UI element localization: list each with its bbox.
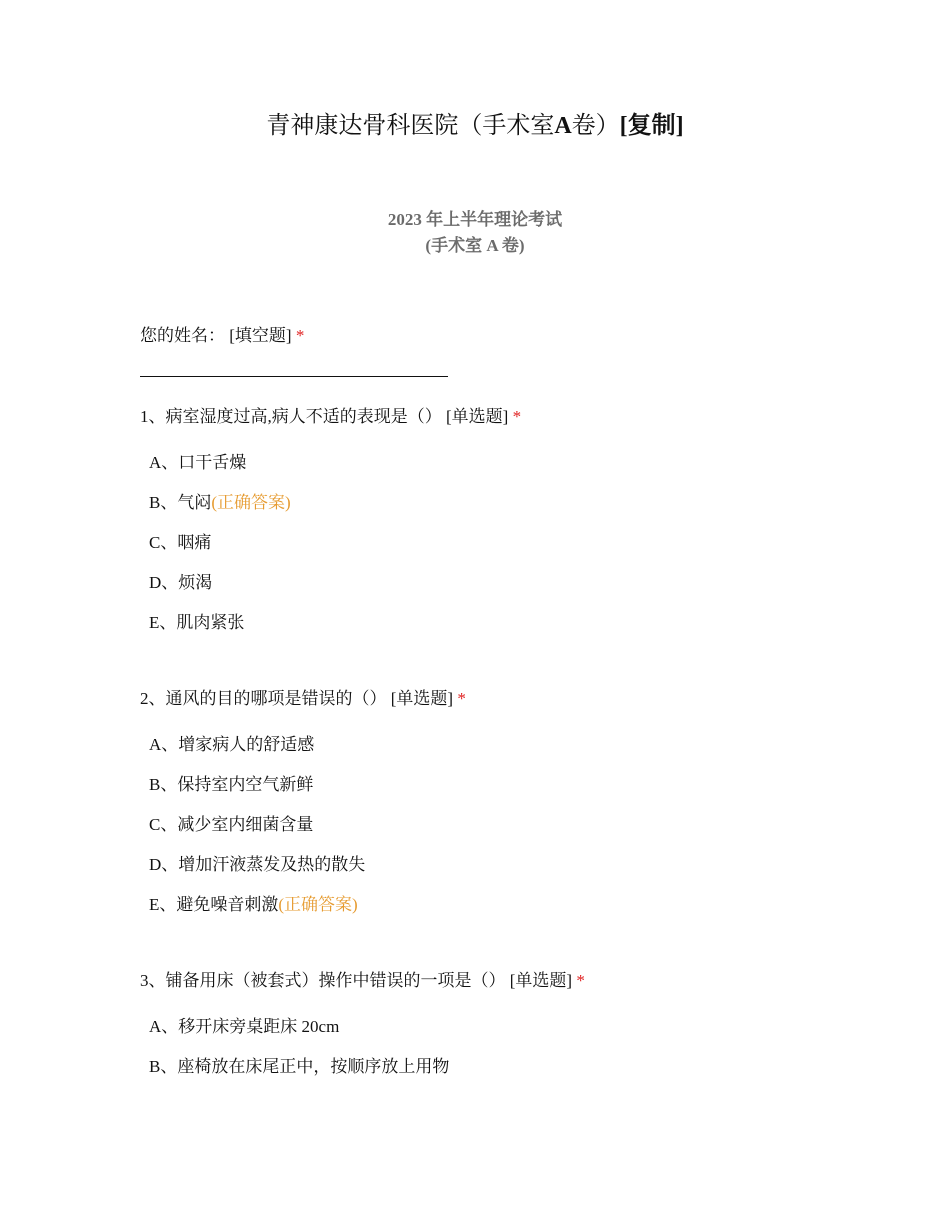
title-text-part1: 青神康达骨科医院（手术室 <box>266 113 555 139</box>
question-2-option-d[interactable] <box>149 851 365 879</box>
question-text: 1、病室湿度过高,病人不适的表现是（） <box>140 407 442 426</box>
question-2-option-c[interactable] <box>149 811 313 839</box>
question-1-option-c[interactable] <box>149 529 211 557</box>
title-copy-tag: [复制] <box>619 113 684 139</box>
name-question-type: [填空题] <box>229 326 292 345</box>
question-3-option-b[interactable] <box>149 1053 449 1081</box>
question-3-option-a[interactable] <box>149 1013 339 1041</box>
question-text: 2、通风的目的哪项是错误的（） <box>140 689 387 708</box>
option-text: A、增家病人的舒适感 <box>149 735 315 754</box>
question-3 <box>140 967 585 995</box>
option-text: E、避免噪音刺激 <box>149 895 279 914</box>
question-1-option-d[interactable] <box>149 569 212 597</box>
question-2 <box>140 685 466 713</box>
question-1-option-a[interactable] <box>149 449 246 477</box>
option-text: A、移开床旁桌距床 20cm <box>149 1017 340 1036</box>
subtitle-line-2: (手术室 A 卷) <box>425 236 525 255</box>
required-marker: * <box>512 407 522 426</box>
option-text: D、增加汗液蒸发及热的散失 <box>149 855 366 874</box>
document-subtitle <box>0 207 950 259</box>
required-marker: * <box>457 689 466 708</box>
correct-answer-label: (正确答案) <box>211 493 291 512</box>
option-text: C、减少室内细菌含量 <box>149 815 314 834</box>
option-text: B、气闷 <box>149 493 212 512</box>
required-marker: * <box>295 326 305 345</box>
question-type: [单选题] <box>446 407 509 426</box>
question-2-option-b[interactable] <box>149 771 313 799</box>
option-text: B、座椅放在床尾正中，按顺序放上用物 <box>149 1057 450 1076</box>
option-text: D、烦渴 <box>149 573 213 592</box>
question-2-option-a[interactable] <box>149 731 314 759</box>
subtitle-line-1: 2023 年上半年理论考试 <box>387 210 563 229</box>
question-1 <box>140 403 521 431</box>
required-marker: * <box>576 971 585 990</box>
name-label-text: 您的姓名： <box>140 326 225 345</box>
title-text-bold-a: A <box>554 113 572 139</box>
option-text: B、保持室内空气新鲜 <box>149 775 314 794</box>
question-1-option-e[interactable] <box>149 609 244 637</box>
title-text-part2: 卷） <box>571 113 620 139</box>
correct-answer-label: (正确答案) <box>278 895 358 914</box>
question-1-option-b[interactable] <box>149 489 291 517</box>
question-type: [单选题] <box>509 971 573 990</box>
question-type: [单选题] <box>390 689 454 708</box>
question-text: 3、铺备用床（被套式）操作中错误的一项是（） <box>140 971 506 990</box>
option-text: A、口干舌燥 <box>149 453 247 472</box>
option-text: E、肌肉紧张 <box>149 613 245 632</box>
document-title <box>0 108 950 144</box>
name-field-label <box>140 322 304 350</box>
question-2-option-e[interactable] <box>149 891 358 919</box>
name-answer-blank[interactable] <box>140 376 448 377</box>
option-text: C、咽痛 <box>149 533 212 552</box>
